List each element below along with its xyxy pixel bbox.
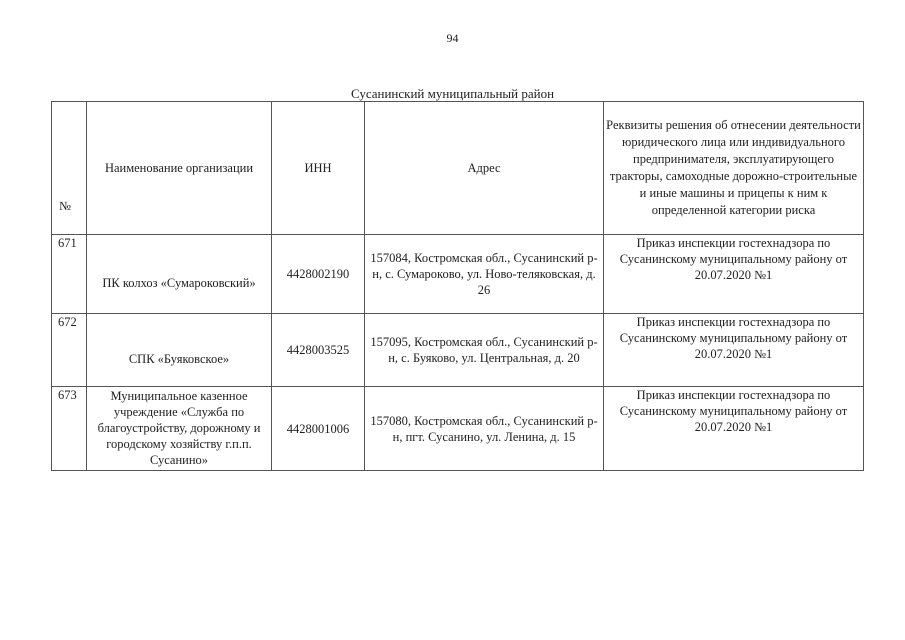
organization-address: 157084, Костромская обл., Сусанинский р-н, с. Сумароково, ул. Ново-теляковская, д. 26 (365, 235, 604, 314)
organization-inn: 4428001006 (272, 387, 365, 471)
district-title: Сусанинский муниципальный район (350, 86, 555, 101)
table-header-row (52, 102, 864, 235)
table-row (52, 387, 864, 471)
organization-address: 157080, Костромская обл., Сусанинский р-н, пгт. Сусанино, ул. Ленина, д. 15 (365, 387, 604, 471)
header-inn: ИНН (272, 102, 365, 235)
organization-name: СПК «Буяковское» (87, 314, 272, 387)
header-number: № (52, 102, 87, 235)
organization-address: 157095, Костромская обл., Сусанинский р-н, с. Буяково, ул. Центральная, д. 20 (365, 314, 604, 387)
table-row (52, 314, 864, 387)
organization-name: ПК колхоз «Сумароковский» (87, 235, 272, 314)
decision-details: Приказ инспекции гостехнадзора по Сусанинскому муниципальному району от 20.07.2020 №1 (604, 387, 864, 471)
header-decision-details: Реквизиты решения об отнесении деятельности юридического лица или индивидуального предпринимателя, эксплуатирующего тракторы, самоходные дорожно-строительные и иные машины и прицепы к ним к определенной категории риска (604, 102, 864, 235)
decision-details: Приказ инспекции гостехнадзора по Сусанинскому муниципальному району от 20.07.2020 №1 (604, 235, 864, 314)
organization-inn: 4428003525 (272, 314, 365, 387)
decision-details: Приказ инспекции гостехнадзора по Сусанинскому муниципальному району от 20.07.2020 №1 (604, 314, 864, 387)
organization-name: Муниципальное казенное учреждение «Служба по благоустройству, дорожному и городскому хозяйству г.п.п. Сусанино» (87, 387, 272, 471)
registry-table (51, 101, 864, 471)
header-organization-name: Наименование организации (87, 102, 272, 235)
header-address: Адрес (365, 102, 604, 235)
row-number: 671 (52, 235, 87, 314)
page-number: 94 (446, 31, 459, 45)
organization-inn: 4428002190 (272, 235, 365, 314)
row-number: 673 (52, 387, 87, 471)
row-number: 672 (52, 314, 87, 387)
table-row (52, 235, 864, 314)
